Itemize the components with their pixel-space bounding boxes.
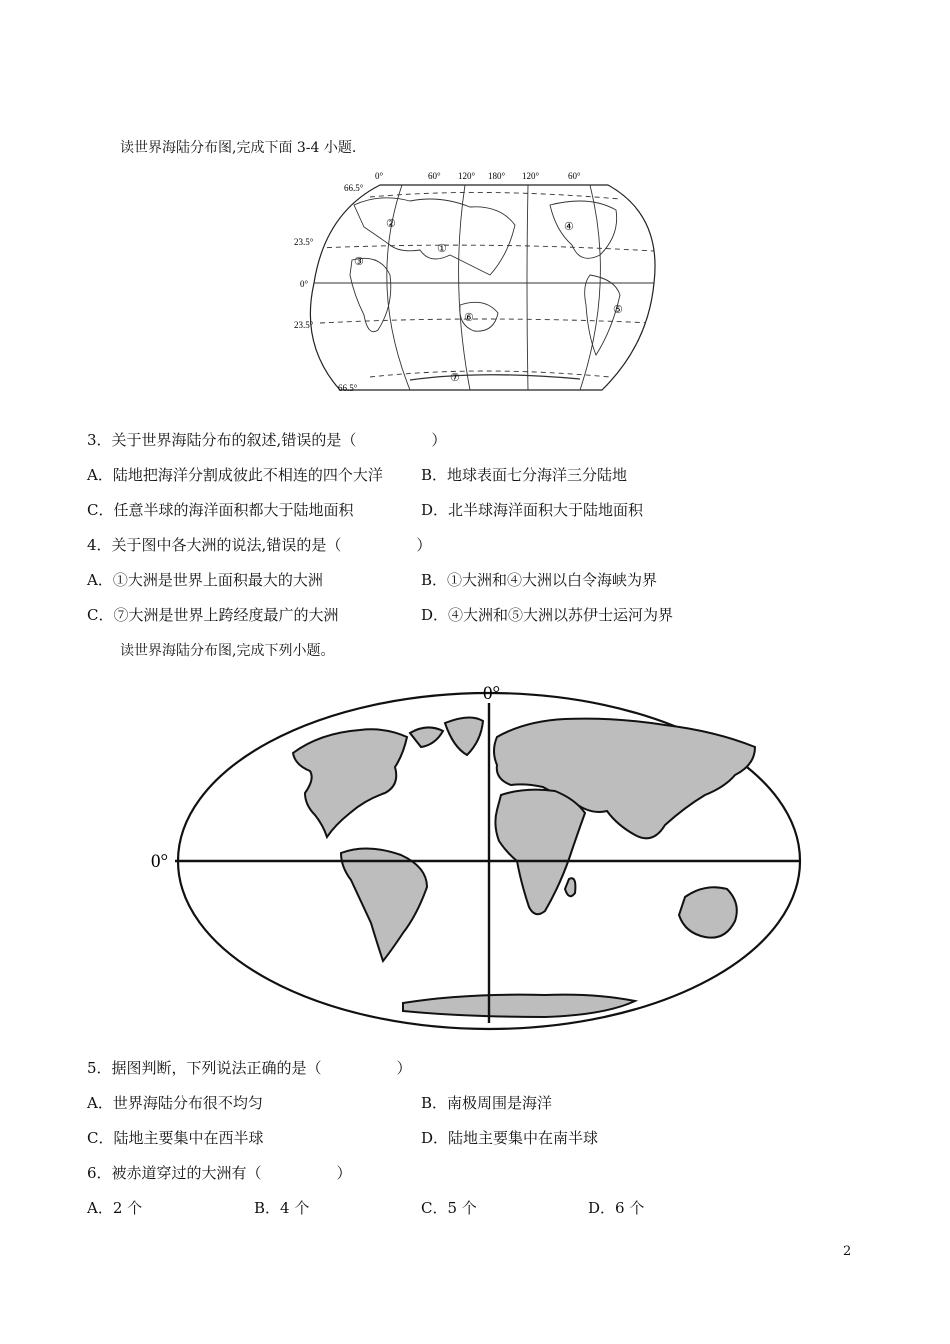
map1-lon-label: 120°	[522, 171, 540, 181]
map1-lat-label: 66.5°	[338, 383, 358, 393]
map1-lon-label: 60°	[428, 171, 441, 181]
q6-option-b[interactable]: B．4 个	[254, 1199, 310, 1217]
map1-marker: ⑥	[464, 312, 474, 324]
page-number: 2	[843, 1244, 852, 1259]
map1-lat-label: 66.5°	[344, 183, 364, 193]
map1-marker: ⑦	[450, 372, 460, 384]
q4-stem: 4．关于图中各大洲的说法,错误的是（ ）	[87, 536, 432, 554]
q5-option-d[interactable]: D．陆地主要集中在南半球	[421, 1129, 599, 1147]
q6-stem: 6．被赤道穿过的大洲有（ ）	[87, 1164, 352, 1182]
map1-lat-label: 23.5°	[294, 237, 314, 247]
q3-stem: 3．关于世界海陆分布的叙述,错误的是（ ）	[87, 431, 447, 449]
q4-option-a[interactable]: A．①大洲是世界上面积最大的大洲	[87, 571, 323, 589]
map1-lon-label: 180°	[488, 171, 506, 181]
map1-lon-label: 0°	[375, 171, 384, 181]
intro-text-1: 读世界海陆分布图,完成下面 3-4 小题.	[120, 140, 357, 156]
q4-option-d[interactable]: D．④大洲和⑤大洲以苏伊士运河为界	[421, 606, 674, 624]
map2-left-label: 0°	[151, 851, 169, 872]
q3-option-a[interactable]: A．陆地把海洋分割成彼此不相连的四个大洋	[87, 466, 383, 484]
intro-text-2: 读世界海陆分布图,完成下列小题。	[120, 643, 335, 659]
q6-option-c[interactable]: C．5 个	[421, 1199, 477, 1217]
q3-option-c[interactable]: C．任意半球的海洋面积都大于陆地面积	[87, 501, 354, 519]
q5-stem: 5．据图判断，下列说法正确的是（ ）	[87, 1059, 412, 1077]
q4-option-c[interactable]: C．⑦大洲是世界上跨经度最广的大洲	[87, 606, 339, 624]
q5-option-c[interactable]: C．陆地主要集中在西半球	[87, 1129, 264, 1147]
q3-option-b[interactable]: B．地球表面七分海洋三分陆地	[421, 466, 628, 484]
world-map-1	[290, 165, 670, 400]
q3-option-d[interactable]: D．北半球海洋面积大于陆地面积	[421, 501, 644, 519]
map1-marker: ④	[564, 221, 574, 233]
map1-marker: ③	[354, 256, 364, 268]
q6-option-a[interactable]: A．2 个	[87, 1199, 143, 1217]
map1-lon-label: 120°	[458, 171, 476, 181]
map2-top-label: 0°	[483, 683, 501, 704]
world-map-2	[145, 675, 810, 1035]
q5-option-a[interactable]: A．世界海陆分布很不均匀	[87, 1094, 263, 1112]
q5-option-b[interactable]: B．南极周围是海洋	[421, 1094, 553, 1112]
map1-lat-label: 0°	[300, 279, 309, 289]
map1-marker: ①	[437, 243, 447, 255]
map1-lat-label: 23.5°	[294, 320, 314, 330]
q6-option-d[interactable]: D．6 个	[588, 1199, 645, 1217]
map1-marker: ⑤	[613, 304, 623, 316]
map1-marker: ②	[386, 218, 396, 230]
q4-option-b[interactable]: B．①大洲和④大洲以白令海峡为界	[421, 571, 658, 589]
map1-lon-label: 60°	[568, 171, 581, 181]
